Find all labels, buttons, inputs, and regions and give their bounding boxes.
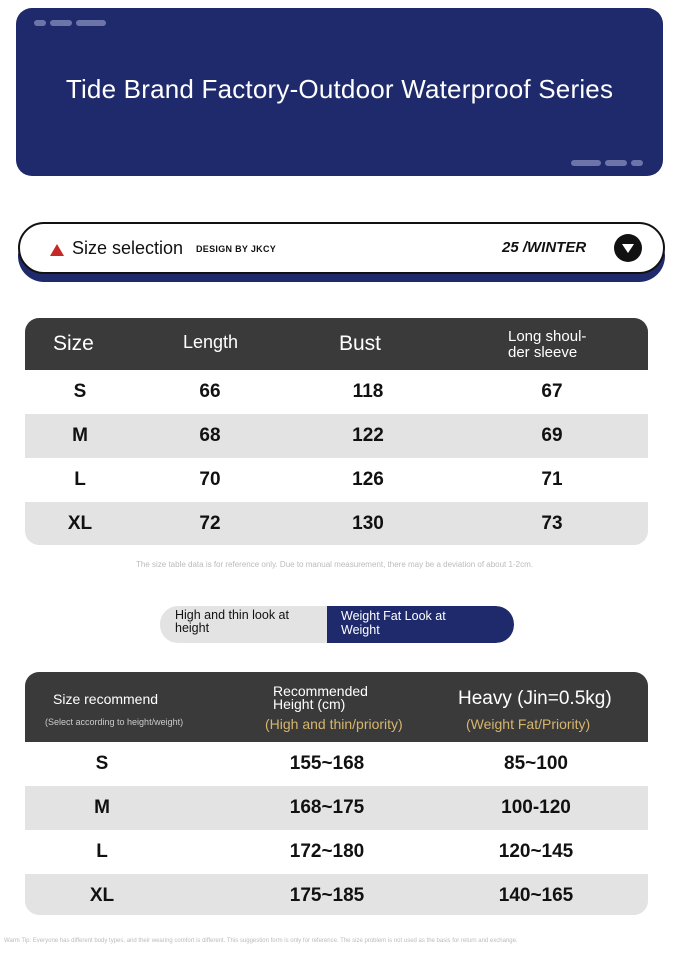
size-table — [25, 318, 648, 545]
recommend-table — [25, 672, 648, 915]
header-size-recommend: Size recommend — [53, 691, 159, 707]
toggle-height-option[interactable]: High and thin look at height — [175, 608, 289, 635]
header-weight-sub: (Weight Fat/Priority) — [466, 716, 591, 732]
header-banner — [16, 8, 663, 176]
size-table-header — [25, 318, 648, 370]
cell-weight: 85~100 — [504, 753, 568, 774]
toggle-weight-option[interactable]: Weight Fat Look at Weight — [327, 606, 514, 643]
measurement-note: The size table data is for reference only. Due to manual measurement, there may be a deviation of about 1-2cm. — [136, 560, 533, 569]
header-height-sub: (High and thin/priority) — [265, 716, 403, 732]
cell-bust: 122 — [352, 425, 384, 446]
cell-size: XL — [89, 885, 115, 906]
cell-bust: 118 — [352, 381, 384, 402]
header-size-recommend-sub: (Select according to height/weight) — [45, 717, 184, 727]
recommend-table-header — [25, 672, 648, 742]
cell-weight: 140~165 — [498, 885, 574, 906]
cell-weight: 120~145 — [498, 841, 574, 862]
header-bust: Bust — [339, 332, 382, 355]
table-row — [25, 502, 648, 545]
header-weight: Heavy (Jin=0.5kg) — [458, 688, 612, 709]
chevron-down-icon[interactable] — [614, 234, 642, 262]
header-length: Length — [183, 332, 239, 352]
header-height: Height (cm) — [273, 696, 346, 712]
cell-size: L — [74, 469, 86, 490]
cell-sleeve: 67 — [541, 381, 563, 402]
cell-length: 70 — [199, 469, 221, 490]
cell-size: XL — [67, 513, 93, 534]
size-selection-bar[interactable] — [18, 222, 665, 274]
cell-height: 172~180 — [289, 841, 365, 862]
decorative-dots — [571, 160, 643, 166]
cell-size: M — [72, 425, 88, 446]
cell-length: 66 — [199, 381, 221, 402]
cell-height: 155~168 — [289, 753, 365, 774]
header-sleeve: Long shoul- — [508, 328, 587, 345]
table-row — [25, 874, 648, 915]
header-sleeve: der sleeve — [508, 344, 578, 361]
decorative-dots — [34, 20, 106, 26]
cell-sleeve: 73 — [541, 513, 563, 534]
red-triangle-icon — [50, 244, 64, 256]
size-selection-label: Size selection — [72, 238, 184, 258]
table-row — [25, 458, 648, 502]
recommend-mode-toggle[interactable] — [160, 606, 514, 643]
table-row — [25, 414, 648, 458]
table-row — [25, 370, 648, 414]
cell-weight: 100-120 — [501, 797, 571, 818]
header-height: Recommended — [273, 683, 368, 699]
banner-title: Tide Brand Factory-Outdoor Waterproof Series — [65, 74, 614, 104]
cell-sleeve: 71 — [541, 469, 563, 490]
cell-length: 72 — [199, 513, 221, 534]
cell-bust: 130 — [352, 513, 384, 534]
cell-length: 68 — [199, 425, 221, 446]
cell-height: 175~185 — [289, 885, 365, 906]
cell-bust: 126 — [352, 469, 384, 490]
table-row — [25, 786, 648, 830]
header-size: Size — [53, 332, 94, 355]
cell-height: 168~175 — [289, 797, 365, 818]
warm-tip: Warm Tip: Everyone has different body types, and their wearing comfort is different. This suggestion form is only for reference. The size problem is not used as the basis for return and exchange. — [4, 938, 518, 944]
season-label: 25 /WINTER — [502, 239, 587, 256]
cell-size: M — [94, 797, 110, 818]
cell-sleeve: 69 — [541, 425, 563, 446]
table-row — [25, 830, 648, 874]
cell-size: S — [73, 381, 87, 402]
cell-size: L — [96, 841, 108, 862]
cell-size: S — [95, 753, 109, 774]
table-row — [25, 742, 648, 786]
design-credit: DESIGN BY JKCY — [196, 244, 277, 254]
